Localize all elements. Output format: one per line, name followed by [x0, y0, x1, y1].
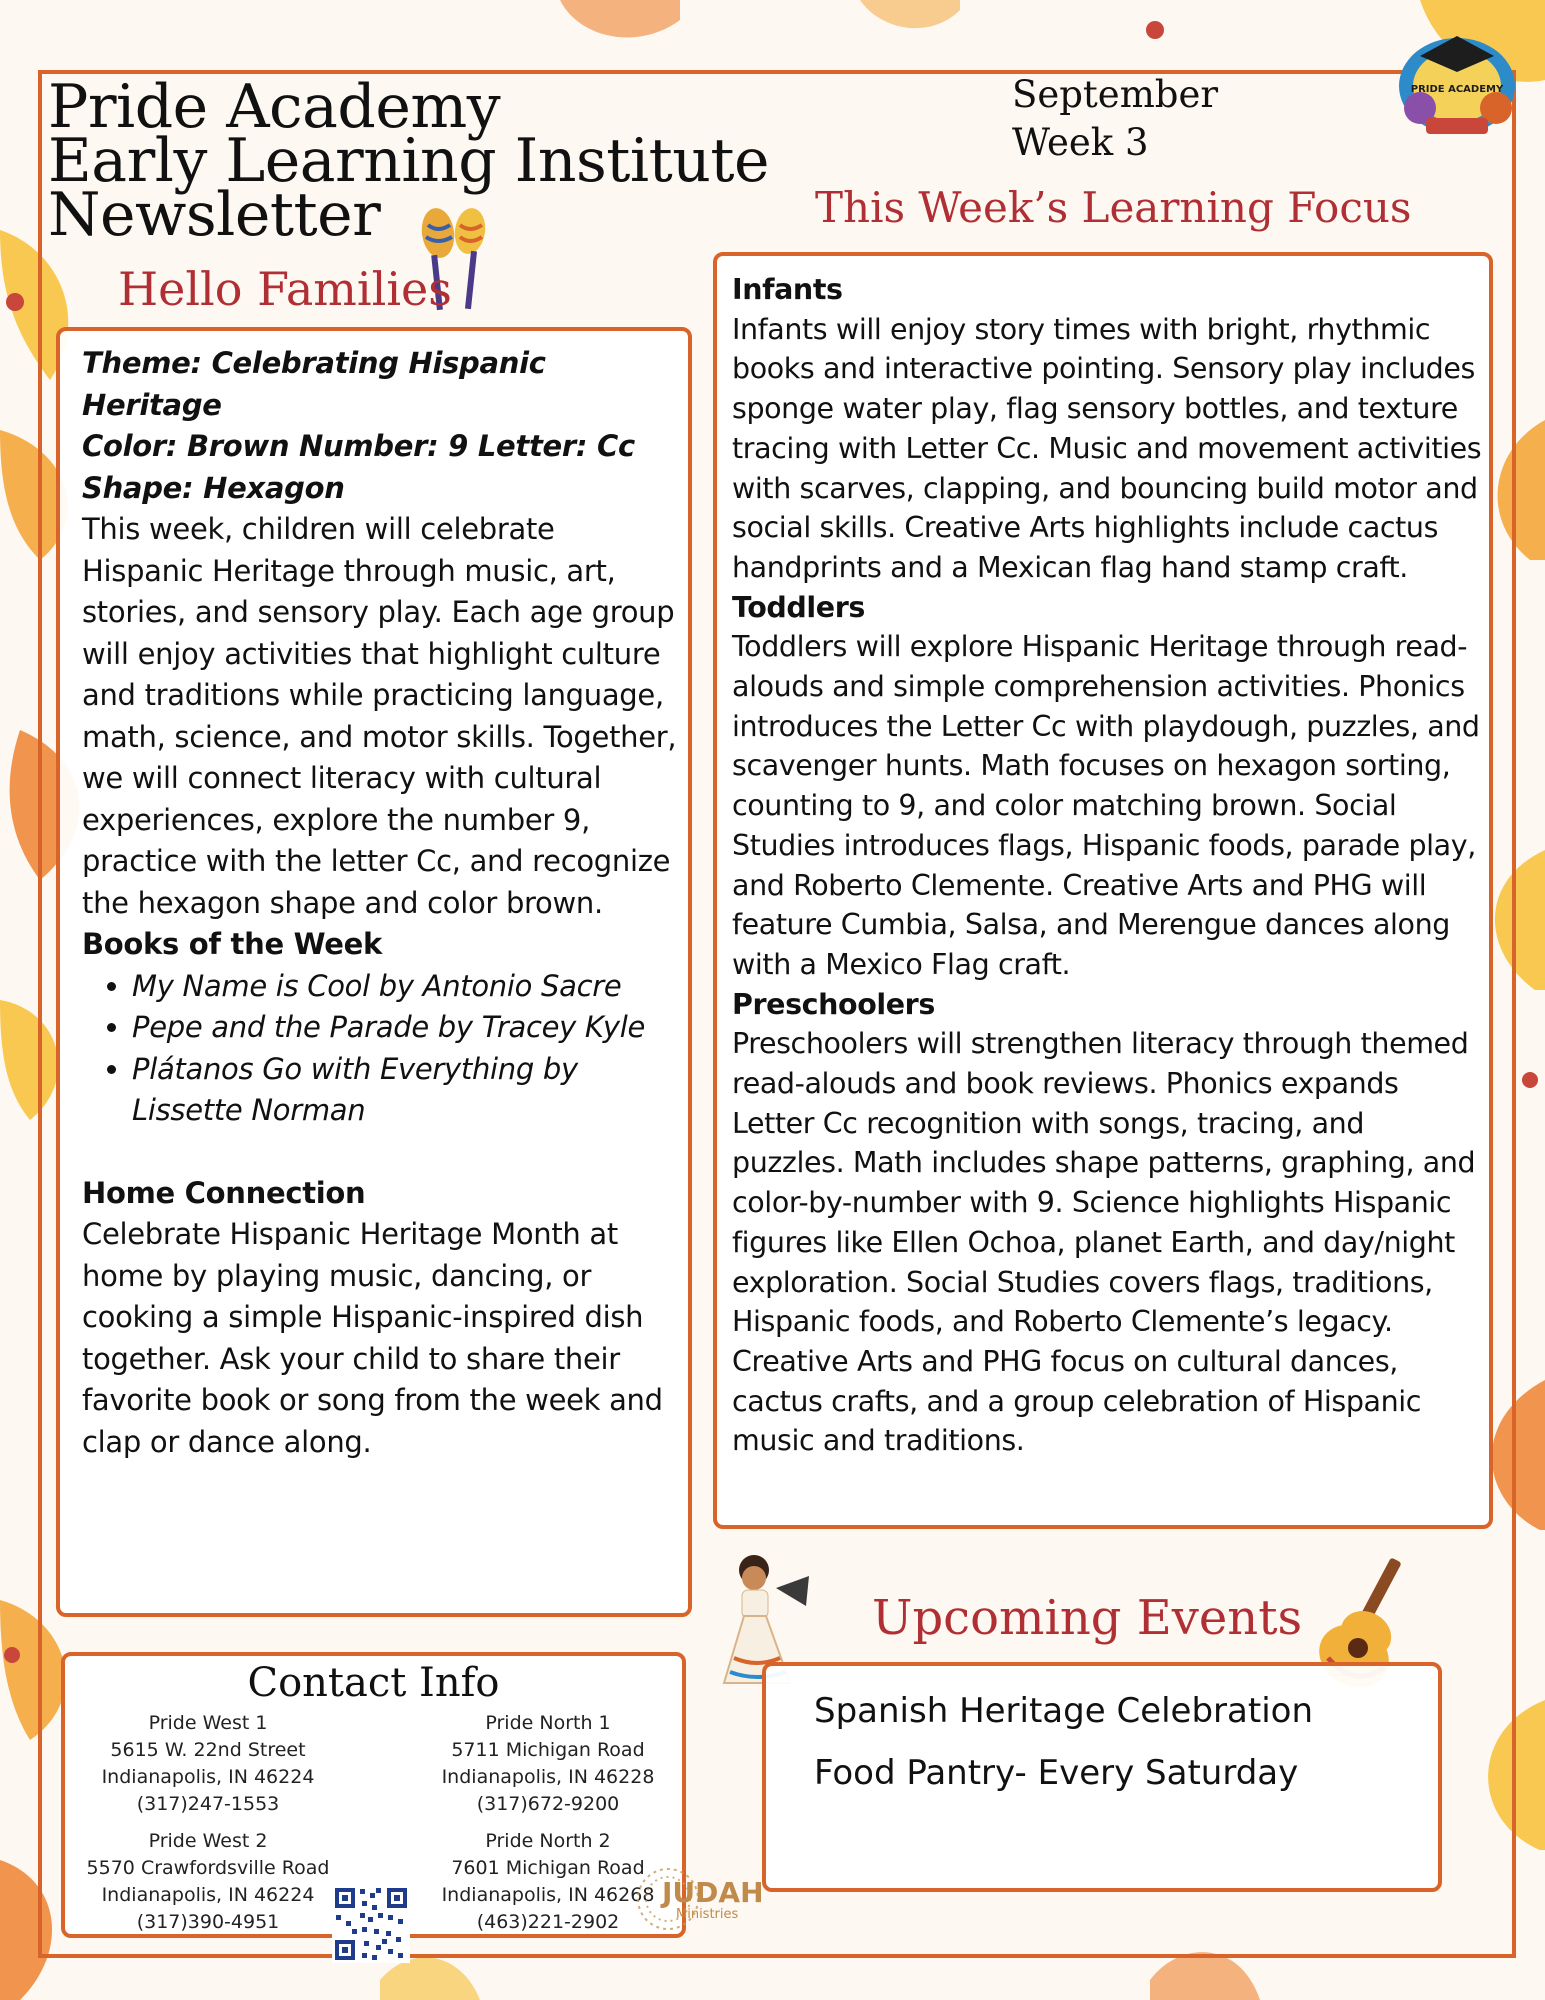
intro-paragraph: This week, children will celebrate Hispanic Heritage through music, art, stories, and sensory play. Each age group will enjoy activities that highlight culture and traditions while practicing language, math, science, and motor skills. Together, we will connect literacy with cultural experiences, explore the number 9, practice with the letter Cc, and recognize the hexagon shape and color brown.	[82, 512, 677, 920]
infants-heading: Infants	[732, 273, 843, 306]
theme-line: Theme: Celebrating Hispanic Heritage	[82, 346, 546, 422]
location-phone: (463)221-2902	[476, 1911, 620, 1933]
location-city: Indianapolis, IN 46224	[101, 1884, 315, 1906]
location-pride-west-2	[73, 1828, 343, 1936]
berry-dot	[4, 1647, 20, 1663]
location-city: Indianapolis, IN 46224	[101, 1766, 315, 1788]
location-city: Indianapolis, IN 46268	[441, 1884, 655, 1906]
week-label: Week 3	[1012, 121, 1149, 164]
preschoolers-paragraph: Preschoolers will strengthen literacy through themed read-alouds and book reviews. Phonics expands Letter Cc recognition with songs, tracing, and puzzles. Math includes shape patterns, graphing, and color-by-number with 9. Science highlights Hispanic figures like Ellen Ochoa, planet Earth, and day/night exploration. Social Studies covers flags, traditions, Hispanic foods, and Roberto Clemente’s legacy. Creative Arts and PHG focus on cultural dances, cactus crafts, and a group celebration of Hispanic music and traditions.	[732, 1027, 1476, 1458]
greeting-heading: Hello Families	[118, 262, 452, 316]
book-item: • My Name is Cool by Antonio Sacre	[132, 966, 682, 1008]
berry-dot	[1522, 1072, 1538, 1088]
title-line-2: Early Learning Institute	[48, 126, 769, 196]
leaf-icon	[560, 0, 680, 37]
leaf-icon	[860, 0, 960, 28]
month-label: September	[1012, 73, 1219, 116]
location-name: Pride North 2	[485, 1830, 611, 1852]
location-name: Pride West 2	[148, 1830, 268, 1852]
focus-heading: This Week’s Learning Focus	[815, 183, 1412, 232]
event-item: Spanish Heritage Celebration	[814, 1691, 1313, 1731]
location-phone: (317)672-9200	[476, 1793, 620, 1815]
book-item: • Pepe and the Parade by Tracey Kyle	[132, 1007, 682, 1049]
ministries-logo-text: Ministries	[676, 1907, 739, 1922]
events-box	[762, 1662, 1442, 1892]
location-street: 7601 Michigan Road	[451, 1857, 645, 1879]
location-name: Pride North 1	[485, 1712, 611, 1734]
location-pride-west-1	[73, 1710, 343, 1818]
event-item: Food Pantry- Every Saturday	[814, 1753, 1299, 1793]
location-name: Pride West 1	[148, 1712, 268, 1734]
leaf-icon	[1150, 1952, 1260, 2000]
books-heading: Books of the Week	[82, 927, 382, 961]
home-connection-paragraph: Celebrate Hispanic Heritage Month at home by playing music, dancing, or cooking a simple Hispanic-inspired dish together. Ask your child to share their favorite book or song from the week and clap or dance along.	[82, 1217, 663, 1459]
spacer	[82, 1132, 682, 1173]
toddlers-paragraph: Toddlers will explore Hispanic Heritage through read-alouds and simple comprehension activities. Phonics introduces the Letter Cc with playdough, puzzles, and scavenger hunts. Math focuses on hexagon sorting, counting to 9, and color matching brown. Social Studies introduces flags, Hispanic foods, parade play, and Roberto Clemente. Creative Arts and PHG will feature Cumbia, Salsa, and Merengue dances along with a Mexico Flag craft.	[732, 630, 1480, 981]
logo-badge-text: PRIDE ACADEMY	[1410, 84, 1504, 95]
title-line-1: Pride Academy	[48, 72, 501, 142]
toddlers-heading: Toddlers	[732, 590, 865, 624]
location-city: Indianapolis, IN 46228	[441, 1766, 655, 1788]
infants-paragraph: Infants will enjoy story times with bright, rhythmic books and interactive pointing. Sensory play includes sponge water play, flag sensory bottles, and texture tracing with Letter Cc. Music and movement activities with scarves, clapping, and bouncing build motor and social skills. Creative Arts highlights include cactus handprints and a Mexican flag hand stamp craft.	[732, 312, 1482, 584]
berry-dot	[6, 293, 24, 311]
contact-title: Contact Info	[247, 1660, 500, 1706]
books-list	[82, 966, 682, 1132]
judah-logo-text: JUDAH	[662, 1876, 764, 1909]
location-phone: (317)247-1553	[136, 1793, 280, 1815]
intro-box	[56, 327, 692, 1617]
location-phone: (317)390-4951	[136, 1911, 280, 1933]
shape-line: Shape: Hexagon	[82, 470, 345, 505]
upcoming-events-heading: Upcoming Events	[872, 1590, 1303, 1646]
home-connection-heading: Home Connection	[82, 1175, 366, 1210]
theme-details-line: Color: Brown Number: 9 Letter: Cc	[82, 429, 635, 463]
pride-academy-logo	[1390, 26, 1524, 144]
location-pride-north-1	[413, 1710, 683, 1818]
preschoolers-heading: Preschoolers	[732, 987, 935, 1021]
berry-dot	[1146, 21, 1164, 39]
location-street: 5615 W. 22nd Street	[110, 1739, 306, 1761]
location-street: 5570 Crawfordsville Road	[86, 1857, 330, 1879]
title-line-3: Newsletter	[48, 180, 381, 250]
leaf-icon	[380, 1957, 480, 2000]
judah-ministries-logo	[634, 1862, 794, 1936]
qr-code[interactable]	[332, 1885, 410, 1963]
book-item: • Plátanos Go with Everything by Lissette Norman	[132, 1049, 682, 1132]
location-street: 5711 Michigan Road	[451, 1739, 645, 1761]
learning-focus-box	[713, 252, 1493, 1529]
